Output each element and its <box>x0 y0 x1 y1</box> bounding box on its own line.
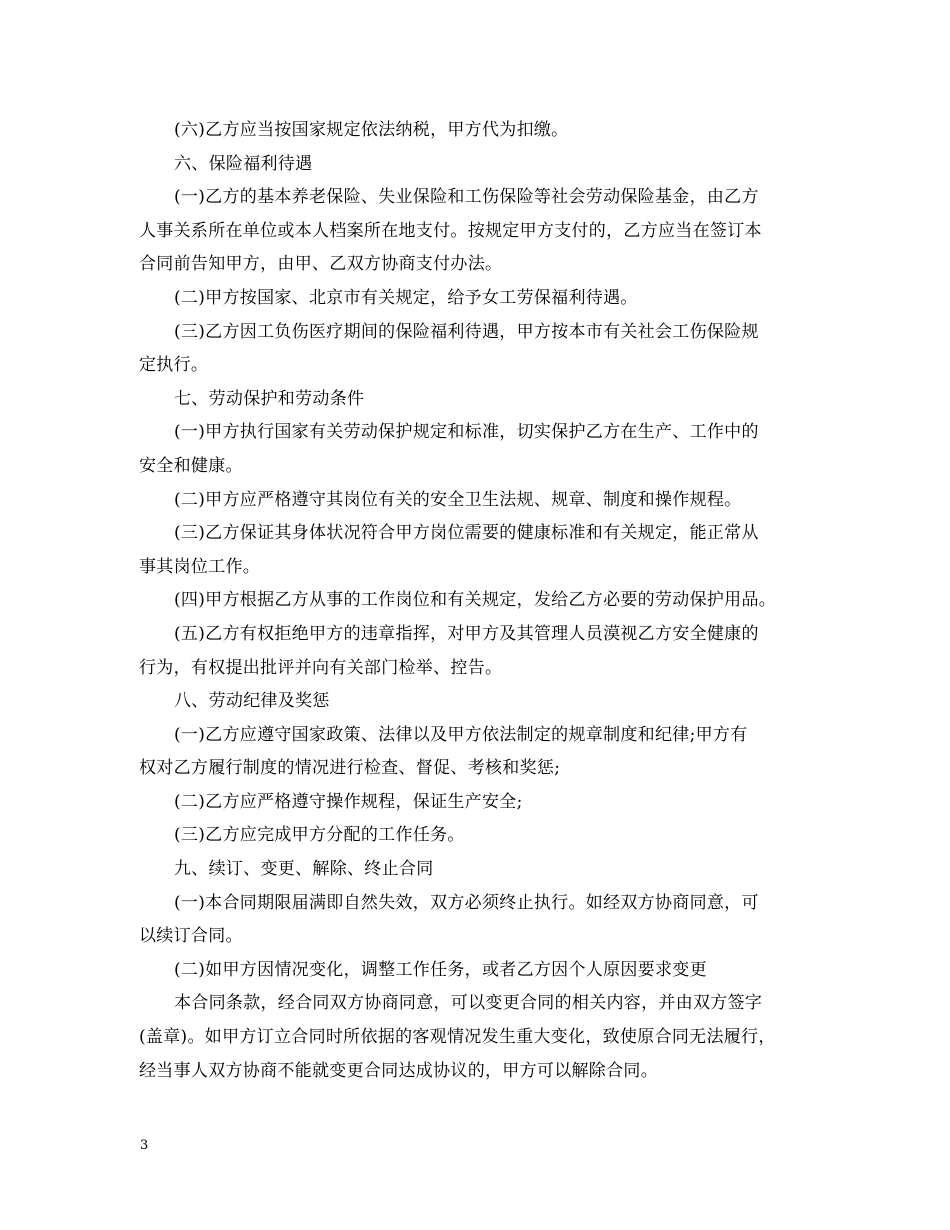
text-line: (三)乙方因工负伤医疗期间的保险福利待遇，甲方按本市有关社会工伤保险规 <box>174 321 759 342</box>
text-line: (盖章)。如甲方订立合同时所依据的客观情况发生重大变化，致使原合同无法履行， <box>139 1027 776 1048</box>
text-line: 人事关系所在单位或本人档案所在地支付。按规定甲方支付的，乙方应当在签订本 <box>139 220 762 241</box>
text-line: 经当事人双方协商不能就变更合同达成协议的，甲方可以解除合同。 <box>139 1060 658 1081</box>
text-line: (二)乙方应严格遵守操作规程，保证生产安全; <box>174 791 523 812</box>
text-line: 行为，有权提出批评并向有关部门检举、控告。 <box>139 657 503 678</box>
text-line: 定执行。 <box>139 355 209 376</box>
text-line: 事其岗位工作。 <box>139 556 261 577</box>
text-line: (一)甲方执行国家有关劳动保护规定和标准，切实保护乙方在生产、工作中的 <box>174 422 759 443</box>
text-line: 合同前告知甲方，由甲、乙双方协商支付办法。 <box>139 254 503 275</box>
text-line: (六)乙方应当按国家规定依法纳税，甲方代为扣缴。 <box>174 120 569 140</box>
text-line: 七、劳动保护和劳动条件 <box>174 388 365 409</box>
text-line: 权对乙方履行制度的情况进行检查、督促、考核和奖惩; <box>139 758 561 779</box>
text-line: (二)如甲方因情况变化，调整工作任务，或者乙方因个人原因要求变更 <box>174 959 707 980</box>
text-line: (五)乙方有权拒绝甲方的违章指挥，对甲方及其管理人员漠视乙方安全健康的 <box>174 623 759 644</box>
text-line: (二)甲方应严格遵守其岗位有关的安全卫生法规、规章、制度和操作规程。 <box>174 489 742 510</box>
text-line: (四)甲方根据乙方从事的工作岗位和有关规定，发给乙方必要的劳动保护用品。 <box>174 590 777 611</box>
text-line: 六、保险福利待遇 <box>174 153 313 174</box>
text-line: 安全和健康。 <box>139 455 243 476</box>
text-line: (一)本合同期限届满即自然失效，双方必须终止执行。如经双方协商同意，可 <box>174 892 759 913</box>
text-line: 八、劳动纪律及奖惩 <box>174 691 330 712</box>
text-line: 以续订合同。 <box>139 926 243 947</box>
page-number: 3 <box>140 1138 149 1153</box>
text-line: 本合同条款，经合同双方协商同意，可以变更合同的相关内容，并由双方签字 <box>174 993 763 1014</box>
text-line: (一)乙方的基本养老保险、失业保险和工伤保险等社会劳动保险基金，由乙方 <box>174 187 759 208</box>
text-line: (二)甲方按国家、北京市有关规定，给予女工劳保福利待遇。 <box>174 287 638 308</box>
text-line: (一)乙方应遵守国家政策、法律以及甲方依法制定的规章制度和纪律;甲方有 <box>174 724 748 745</box>
text-line: 九、续订、变更、解除、终止合同 <box>174 859 434 880</box>
document-body <box>139 114 819 1088</box>
text-line: (三)乙方应完成甲方分配的工作任务。 <box>174 825 465 846</box>
text-line: (三)乙方保证其身体状况符合甲方岗位需要的健康标准和有关规定，能正常从 <box>174 523 759 544</box>
